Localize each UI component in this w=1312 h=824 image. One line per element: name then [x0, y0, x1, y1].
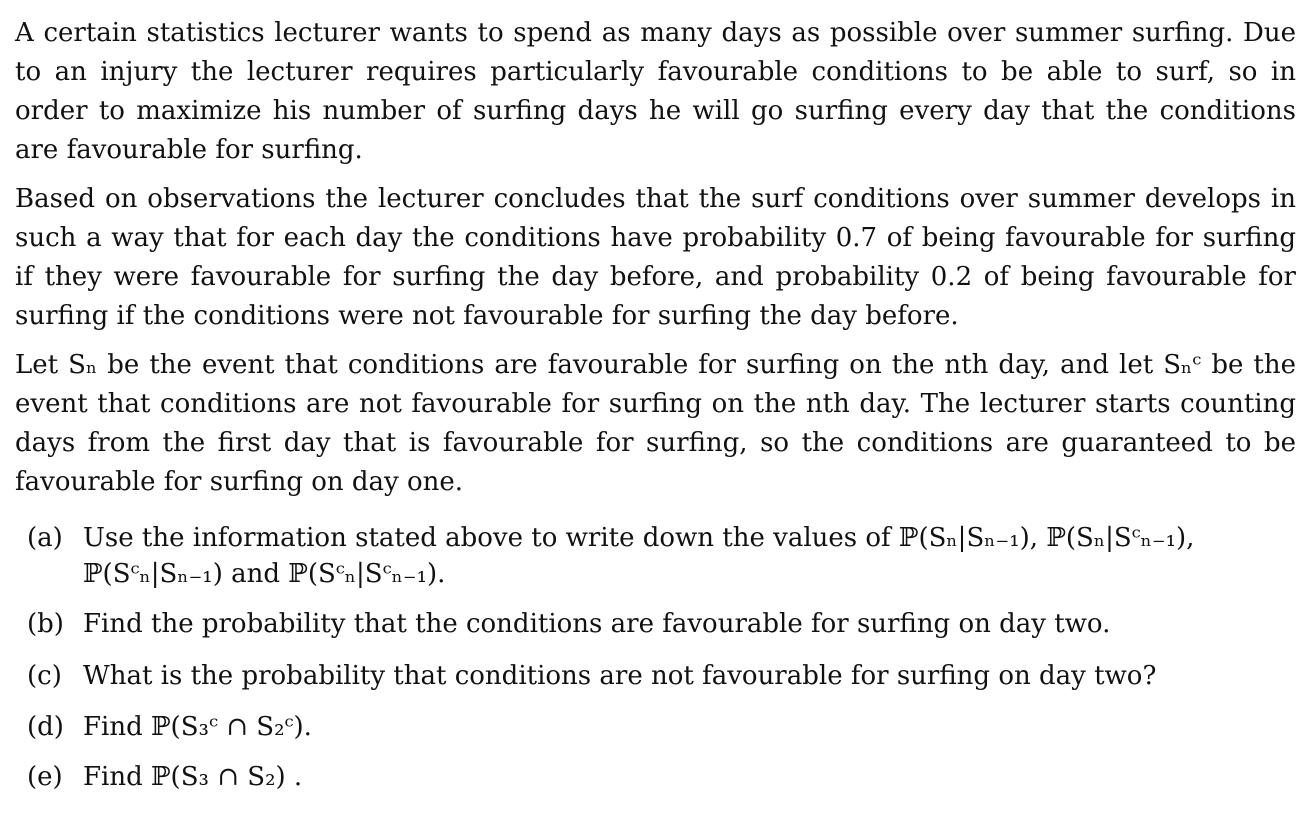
question-list [15, 520, 1296, 795]
definitions-paragraph: Let Sₙ be the event that conditions are favourable for surfing on the nth day, and let Sₙᶜ be the event that conditions are not favourable for surfing on the nth day. The lecturer starts counting days from the first day that is favourable for surfing, so the conditions are guaranteed to be favourable for surfing on day one. [15, 350, 1296, 497]
question-e [15, 759, 1296, 795]
intro-paragraph: A certain statistics lecturer wants to spend as many days as possible over summer surfing. Due to an injury the lecturer requires particularly favourable conditions to be able to surf, so in order to maximize his number of surfing days he will go surfing every day that the conditions are favourable for surfing. [15, 18, 1296, 165]
question-d-label: (d) [27, 712, 64, 742]
question-c [15, 658, 1296, 694]
question-c-text: What is the probability that conditions are not favourable for surfing on day two? [83, 661, 1157, 691]
question-c-label: (c) [27, 661, 62, 691]
question-d-text: Find ℙ(S₃ᶜ ∩ S₂ᶜ). [83, 712, 312, 742]
question-a-text: Use the information stated above to write down the values of ℙ(Sₙ|Sₙ₋₁), ℙ(Sₙ|Sᶜₙ₋₁), ℙ(Sᶜₙ|Sₙ₋₁) and ℙ(Sᶜₙ|Sᶜₙ₋₁). [83, 523, 1195, 589]
question-b-text: Find the probability that the conditions are favourable for surfing on day two. [83, 609, 1111, 639]
question-e-text: Find ℙ(S₃ ∩ S₂) . [83, 762, 303, 792]
question-a-label: (a) [27, 523, 63, 553]
question-a [15, 520, 1296, 592]
question-b-label: (b) [27, 609, 64, 639]
question-d [15, 709, 1296, 745]
question-b [15, 606, 1296, 642]
question-e-label: (e) [27, 762, 63, 792]
observations-paragraph: Based on observations the lecturer concludes that the surf conditions over summer develops in such a way that for each day the conditions have probability 0.7 of being favourable for surfing if they were favourable for surfing the day before, and probability 0.2 of being favourable for surfing if the conditions were not favourable for surfing the day before. [15, 184, 1296, 331]
